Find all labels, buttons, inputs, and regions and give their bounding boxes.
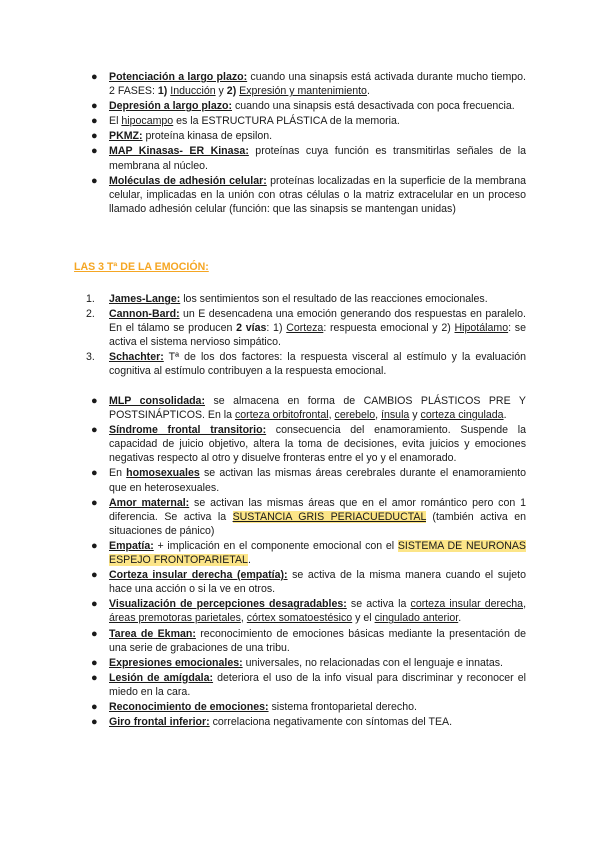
text: y — [215, 85, 227, 98]
text: + implicación en el componente emocional con el — [153, 539, 398, 552]
text: proteínas localizadas en la superficie de la membrana celular, implicadas en la unión con otras células o la matriz extracelular en un proceso llamado adhesión celular (función: que las sinapsis se mantengan unidas) — [109, 174, 526, 215]
bullet: ● — [91, 115, 98, 128]
term: Depresión a largo plazo: — [109, 100, 233, 113]
bullet: ● — [91, 598, 98, 611]
bullet: ● — [91, 496, 98, 509]
underlined-text: Inducción — [170, 85, 216, 98]
text: : respuesta emocional y 2) — [323, 322, 455, 335]
text: En — [109, 467, 127, 480]
bullet: ● — [91, 627, 98, 640]
term: Expresiones emocionales: — [109, 656, 243, 669]
underlined-text: corteza insular derecha — [410, 598, 524, 611]
bullet: ● — [91, 174, 98, 187]
text: correlaciona negativamente con síntomas del TEA. — [209, 716, 453, 729]
list-item — [0, 350, 600, 378]
text: 2) — [226, 85, 237, 98]
list-item — [0, 671, 600, 699]
emotion-theories-list — [0, 292, 600, 380]
bullet: ● — [91, 71, 98, 83]
term: MAP Kinasas- ER Kinasa: — [109, 145, 249, 158]
underlined-text: áreas premotoras parietales — [109, 612, 241, 625]
text: : se activa el sistema nervioso simpático. — [109, 322, 526, 349]
text: , — [328, 409, 335, 422]
underlined-text: corteza cingulada — [420, 409, 504, 422]
text: : 1) — [266, 322, 287, 335]
underlined-text: ínsula — [381, 409, 410, 422]
list-item — [0, 99, 600, 113]
text: . — [458, 612, 462, 625]
text: (también activa en situaciones de pánico) — [109, 510, 527, 537]
bullet: ● — [91, 467, 98, 480]
term: Corteza insular derecha (empatía): — [109, 569, 288, 582]
text: consecuencia del enamoramiento. Suspende la capacidad de juicio objetivo, altera la toma de decisiones, evita juicios y emociones negativas respecto al otro y disuelve fronteras entre el yo y el enamorado. — [109, 424, 526, 465]
term: MLP consolidada: — [109, 395, 205, 407]
text: , — [523, 598, 527, 611]
text: sistema frontoparietal derecho. — [268, 700, 417, 713]
list-item — [0, 627, 600, 655]
list-item — [0, 394, 600, 422]
text: es la ESTRUCTURA PLÁSTICA de la memoria. — [173, 115, 400, 128]
list-item — [0, 174, 600, 216]
list-item — [0, 70, 600, 98]
list-item — [0, 129, 600, 143]
text: . — [366, 85, 370, 98]
text: los sentimientos son el resultado de las reacciones emocionales. — [180, 293, 488, 305]
bullet: ● — [91, 569, 98, 582]
text: universales, no relacionadas con el lenguaje e innatas. — [242, 656, 503, 669]
text: cuando una sinapsis está desactivada con poca frecuencia. — [232, 100, 515, 113]
list-number: 1. — [86, 293, 95, 305]
term: James-Lange: — [109, 293, 181, 305]
list-item — [0, 715, 600, 729]
term: Síndrome frontal transitorio: — [109, 424, 267, 437]
underlined-text: Expresión y mantenimiento — [239, 85, 367, 98]
underlined-text: córtex somatoestésico — [246, 612, 353, 625]
list-item — [0, 539, 600, 567]
text: 2 vías — [236, 322, 267, 335]
underlined-text: cerebelo — [334, 409, 376, 422]
underlined-text: Corteza — [286, 322, 324, 335]
bullet: ● — [91, 395, 98, 407]
text: se activan las mismas áreas que en el amor romántico pero con 1 diferencia. Se activa la — [109, 496, 527, 523]
term: Schachter: — [109, 351, 164, 364]
text: , — [375, 409, 382, 422]
list-number: 3. — [86, 351, 95, 364]
text: un E desencadena una emoción generando dos respuestas en paralelo. En el tálamo se producen — [109, 308, 526, 335]
list-item — [0, 114, 600, 128]
term: Lesión de amígdala: — [109, 671, 214, 684]
term: Tarea de Ekman: — [109, 627, 196, 640]
text: . — [503, 409, 507, 422]
term: PKMZ: — [109, 130, 143, 143]
term: Cannon-Bard: — [109, 308, 180, 321]
text: se almacena en forma de CAMBIOS PLÁSTICOS PRE Y POSTSINÁPTICOS. En la — [109, 395, 526, 422]
highlighted-text: SUSTANCIA GRIS PERIACUEDUCTAL — [232, 510, 426, 523]
bullet: ● — [91, 716, 98, 729]
text: , — [240, 612, 247, 625]
term: Amor maternal: — [109, 496, 190, 509]
emotion-findings-list — [0, 394, 600, 730]
text: cuando una sinapsis está activada durante mucho tiempo. 2 FASES: — [109, 71, 527, 98]
text: y el — [352, 612, 375, 625]
list-item — [0, 466, 600, 494]
underlined-text: cingulado anterior — [374, 612, 459, 625]
term: homosexuales — [126, 467, 200, 480]
list-item — [0, 568, 600, 596]
bullet: ● — [91, 656, 98, 669]
underlined-text: Hipotálamo — [454, 322, 509, 335]
bullet: ● — [91, 700, 98, 713]
text: proteínas cuya función es transmitirlas señales de la membrana al núcleo. — [109, 145, 526, 172]
term: Reconocimiento de emociones: — [109, 700, 269, 713]
term: Empatía: — [109, 539, 154, 552]
list-item — [0, 496, 600, 538]
text: deteriora el uso de la info visual para discriminar y reconocer el miedo en la cara. — [109, 671, 526, 698]
term: Giro frontal inferior: — [109, 716, 210, 729]
term: Moléculas de adhesión celular: — [109, 174, 267, 187]
list-item — [0, 307, 600, 349]
text: y — [409, 409, 421, 422]
list-item — [0, 292, 600, 306]
term: Potenciación a largo plazo: — [109, 71, 248, 83]
term: Visualización de percepciones desagradables: — [109, 598, 347, 611]
list-item — [0, 597, 600, 625]
text: proteína kinasa de epsilon. — [142, 130, 273, 143]
underlined-text: corteza orbitofrontal — [234, 409, 329, 422]
text: se activan las mismas áreas cerebrales durante el enamoramiento que en heterosexuales. — [109, 467, 526, 494]
list-item — [0, 144, 600, 172]
bullet: ● — [91, 130, 98, 143]
bullet: ● — [91, 100, 98, 113]
bullet: ● — [91, 424, 98, 437]
text: se activa la — [346, 598, 411, 611]
text: reconocimiento de emociones básicas mediante la presentación de una serie de grabaciones de una tribu. — [109, 627, 527, 654]
highlighted-text: SISTEMA DE NEURONAS ESPEJO FRONTOPARIETAL — [109, 539, 526, 567]
bullet: ● — [91, 145, 98, 158]
list-number: 2. — [86, 308, 95, 321]
text: . — [247, 554, 251, 567]
section-heading: LAS 3 Tª DE LA EMOCIÓN: — [74, 261, 209, 273]
list-item — [0, 423, 600, 465]
plasticity-list — [0, 70, 600, 217]
list-item — [0, 700, 600, 714]
text: El — [109, 115, 122, 128]
text: se activa de la misma manera cuando el sujeto hace una acción o si la ve en otros. — [109, 569, 526, 596]
text: Tª de los dos factores: la respuesta visceral al estímulo y la evaluación cognitiva al estímulo contribuyen a la respuesta emocional. — [109, 351, 526, 378]
bullet: ● — [91, 539, 98, 552]
underlined-text: hipocampo — [121, 115, 174, 128]
list-item — [0, 656, 600, 670]
bullet: ● — [91, 671, 98, 684]
text: 1) — [157, 85, 168, 98]
